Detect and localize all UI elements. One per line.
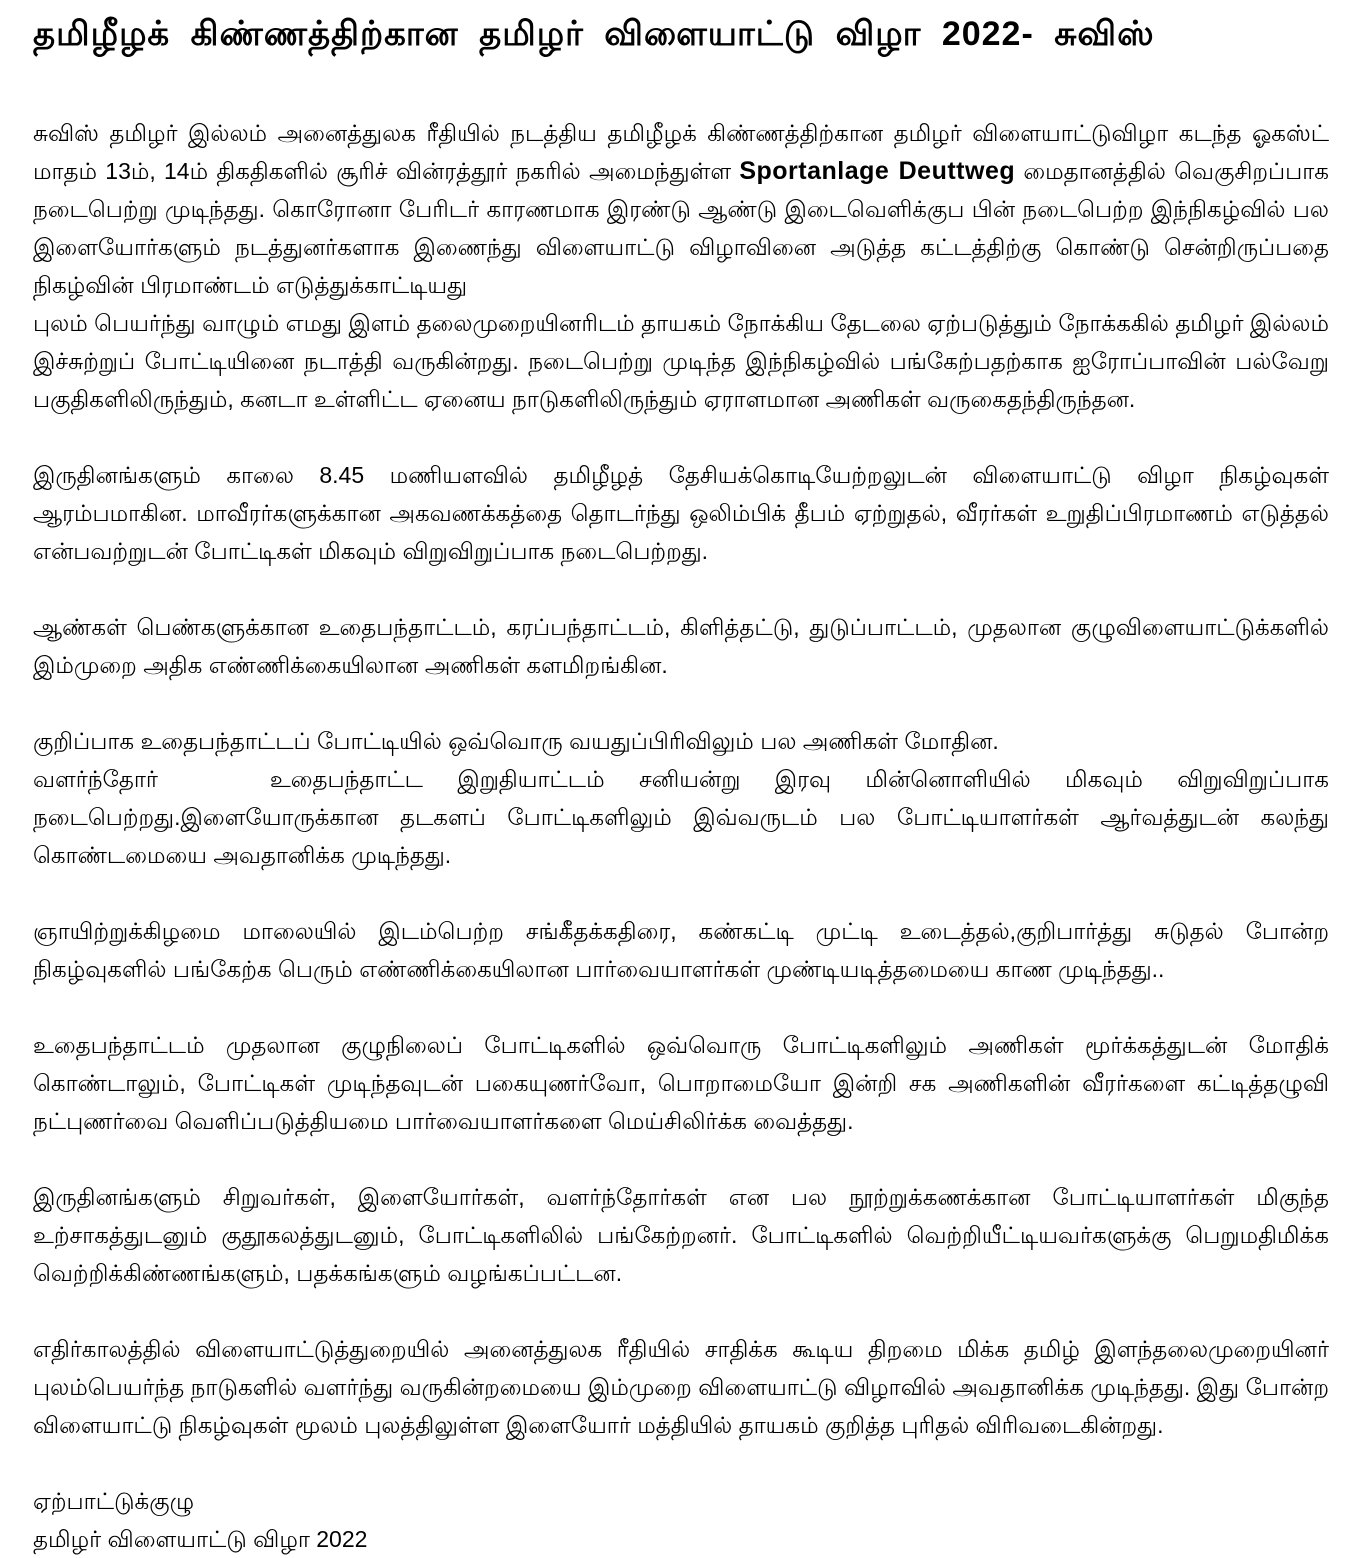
paragraph-8: இருதினங்களும் சிறுவர்கள், இளையோர்கள், வளர்ந்தோர்கள் என பல நூற்றுக்கணக்கான போட்டியாளர்கள் மிகுந்த உற்சாகத்துடனும் குதூகலத்துடனும், போட்டிகளிலில் பங்கேற்றனர். போட்டிகளில் வெற்றியீட்டியவர்களுக்கு பெறுமதிமிக்க வெற்றிக்கிண்ணங்களும், பதக்கங்களும் வழங்கப்பட்டன. [33, 1184, 1329, 1286]
page-title: தமிழீழக் கிண்ணத்திற்கான தமிழர் விளையாட்டு விழா 2022- சுவிஸ் [33, 15, 1155, 53]
paragraph-4: ஆண்கள் பெண்களுக்கான உதைபந்தாட்டம், கரப்பந்தாட்டம், கிளித்தட்டு, துடுப்பாட்டம், முதலான குழுவிளையாட்டுக்களில் இம்முறை அதிக எண்ணிக்கையிலான அணிகள் களமிறங்கின. [33, 614, 1329, 678]
paragraph-5-age-group-word: வளர்ந்தோர் [33, 766, 158, 792]
paragraph-1-text-before: சுவிஸ் தமிழர் இல்லம் அனைத்துலக ரீதியில் நடத்திய தமிழீழக் கிண்ணத்திற்கான தமிழர் விளையாட்டுவிழா கடந்த ஓகஸ்ட் மாதம் 13ம், 14ம் திகதிகளில் சூரிச் வின்ரத்தூர் நகரில் அமைந்துள்ள [33, 120, 1329, 184]
footer-organizing-committee: ஏற்பாட்டுக்குழு [33, 1488, 195, 1514]
paragraph-5 [33, 722, 1329, 874]
paragraph-5-first-line: குறிப்பாக உதைபந்தாட்டப் போட்டியில் ஒவ்வொரு வயதுப்பிரிவிலும் பல அணிகள் மோதின. [33, 728, 999, 754]
paragraph-2: புலம் பெயர்ந்து வாழும் எமது இளம் தலைமுறையினரிடம் தாயகம் நோக்கிய தேடலை ஏற்படுத்தும் நோக்ககில் தமிழர் இல்லம் இச்சுற்றுப் போட்டியினை நடாத்தி வருகின்றது. நடைபெற்று முடிந்த இந்நிகழ்வில் பங்கேற்பதற்காக ஐரோப்பாவின் பல்வேறு பகுதிகளிலிருந்தும், கனடா உள்ளிட்ட ஏனைய நாடுகளிலிருந்தும் ஏராளமான அணிகள் வருகைதந்திருந்தன. [33, 310, 1329, 412]
paragraph-3: இருதினங்களும் காலை 8.45 மணியளவில் தமிழீழத் தேசியக்கொடியேற்றலுடன் விளையாட்டு விழா நிகழ்வுகள் ஆரம்பமாகின. மாவீரர்களுக்கான அகவணக்கத்தை தொடர்ந்து ஒலிம்பிக் தீபம் ஏற்றுதல், வீரர்கள் உறுதிப்பிரமாணம் எடுத்தல் என்பவற்றுடன் போட்டிகள் மிகவும் விறுவிறுப்பாக நடைபெற்றது. [33, 462, 1329, 564]
paragraph-1-text-after: மைதானத்தில் வெகுசிறப்பாக நடைபெற்று முடிந்தது. கொரோனா பேரிடர் காரணமாக இரண்டு ஆண்டு இடைவெளிக்குப பின் நடைபெற்ற இந்நிகழ்வில் பல இளையோர்களும் நடத்துனர்களாக இணைந்து விளையாட்டு விழாவினை அடுத்த கட்டத்திற்கு கொண்டு சென்றிருப்பதை நிகழ்வின் பிரமாண்டம் எடுத்துக்காட்டியது [33, 158, 1329, 298]
paragraph-6: ஞாயிற்றுக்கிழமை மாலையில் இடம்பெற்ற சங்கீதக்கதிரை, கண்கட்டி முட்டி உடைத்தல்,குறிபார்த்து சுடுதல் போன்ற நிகழ்வுகளில் பங்கேற்க பெரும் எண்ணிக்கையிலான பார்வையாளர்கள் முண்டியடித்தமையை காண முடிந்தது.. [33, 918, 1329, 982]
footer-event-name: தமிழர் விளையாட்டு விழா 2022 [33, 1526, 368, 1552]
paragraph-5-rest: உதைபந்தாட்ட இறுதியாட்டம் சனியன்று இரவு மின்னொளியில் மிகவும் விறுவிறுப்பாக நடைபெற்றது.இளையோருக்கான தடகளப் போட்டிகளிலும் இவ்வருடம் பல போட்டியாளர்கள் ஆர்வத்துடன் கலந்து கொண்டமையை அவதானிக்க முடிந்தது. [33, 766, 1329, 868]
venue-name: Sportanlage Deuttweg [739, 157, 1016, 185]
paragraph-7: உதைபந்தாட்டம் முதலான குழுநிலைப் போட்டிகளில் ஒவ்வொரு போட்டிகளிலும் அணிகள் மூர்க்கத்துடன் மோதிக் கொண்டாலும், போட்டிகள் முடிந்தவுடன் பகையுணர்வோ, பொறாமையோ இன்றி சக அணிகளின் வீரர்களை கட்டித்தழுவி நட்புணர்வை வெளிப்படுத்தியமை பார்வையாளர்களை மெய்சிலிர்க்க வைத்தது. [33, 1032, 1329, 1134]
paragraph-9: எதிர்காலத்தில் விளையாட்டுத்துறையில் அனைத்துலக ரீதியில் சாதிக்க கூடிய திறமை மிக்க தமிழ் இளந்தலைமுறையினர் புலம்பெயர்ந்த நாடுகளில் வளர்ந்து வருகின்றமையை இம்முறை விளையாட்டு விழாவில் அவதானிக்க முடிந்தது. இது போன்ற விளையாட்டு நிகழ்வுகள் மூலம் புலத்திலுள்ள இளையோர் மத்தியில் தாயகம் குறித்த புரிதல் விரிவடைகின்றது. [33, 1336, 1329, 1438]
paragraph-1 [33, 114, 1329, 304]
